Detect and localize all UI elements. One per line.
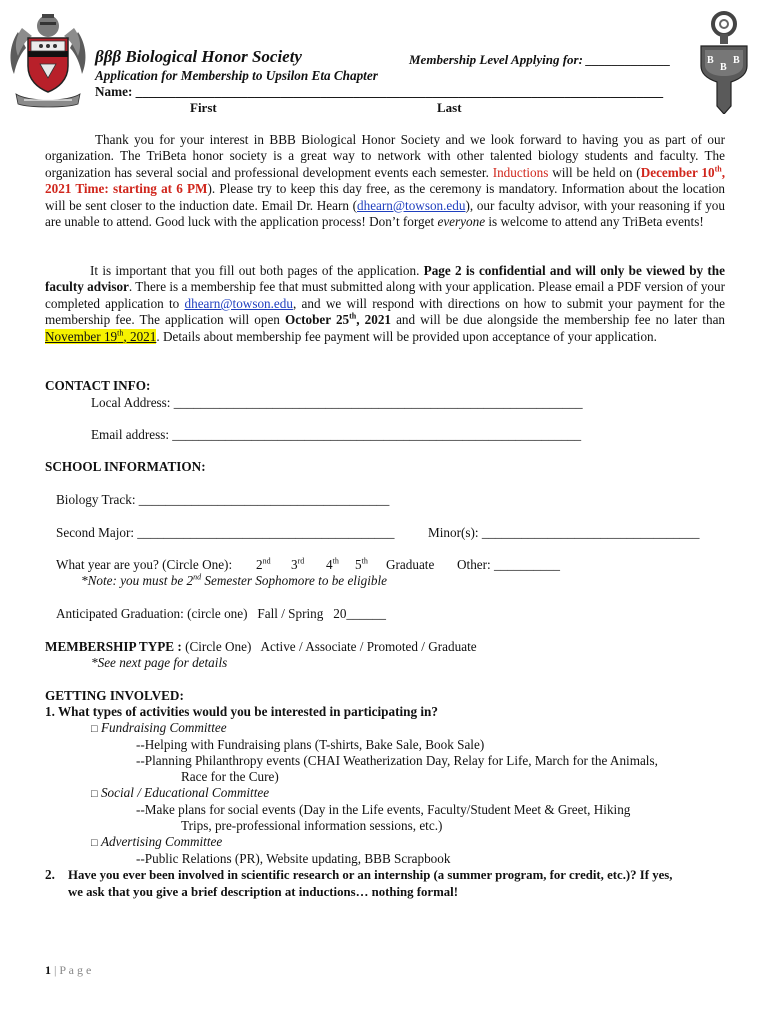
year-option-2nd[interactable]: 2nd — [256, 556, 271, 572]
committee-detail-line: --Make plans for social events (Day in the Life events, Faculty/Student Meet & Greet, Hiking — [136, 802, 631, 817]
intro-paragraph-1: Thank you for your interest in BBB Biological Honor Society and we look forward to having you as part of our organization. The TriBeta honor society is a great way to network with other talented biology students and faculty. The organization has several social and professional development events each semester. Inductions will be held on (December 10th, 2021 Time: starting at 6 PM). Please try to keep this day free, as the ceremony is mandatory. Information about the location will be sent closer to the induction date. Email Dr. Hearn (dhearn@towson.edu), our faculty advisor, with your reasoning if you are unable to attend. Good luck with the application process! Don’t forget everyone is welcome to attend any TriBeta events! — [45, 132, 726, 230]
year-option-graduate[interactable]: Graduate — [386, 557, 435, 572]
membership-level-field[interactable]: Membership Level Applying for: _____________ — [409, 52, 671, 67]
school-heading: SCHOOL INFORMATION: — [45, 459, 206, 474]
question-2-line-2: we ask that you give a brief description at inductions… nothing formal! — [68, 885, 458, 899]
anticipated-graduation-field[interactable]: Anticipated Graduation: (circle one) Fall / Spring 20______ — [56, 606, 386, 621]
membership-type-row[interactable]: MEMBERSHIP TYPE : (Circle One) Active / Associate / Promoted / Graduate — [45, 639, 477, 654]
year-option-4th[interactable]: 4th — [326, 556, 339, 572]
due-date-highlight: November 19th, 2021 — [45, 328, 157, 344]
eligibility-note: *Note: you must be 2nd Semester Sophomore to be eligible — [81, 572, 388, 588]
name-field[interactable]: Name: ________________________________________________________________________________ — [95, 84, 664, 99]
involved-heading: GETTING INVOLVED: — [45, 688, 184, 703]
first-name-label: First — [190, 100, 217, 115]
page-label: | P a g e — [54, 963, 92, 977]
email-address-field[interactable]: Email address: ______________________________________________________________ — [91, 427, 582, 442]
social-committee-option[interactable]: □ Social / Educational Committee — [91, 785, 270, 800]
key-letter-mid: B — [720, 62, 727, 73]
year-question: What year are you? (Circle One): — [56, 557, 233, 572]
key-letter-right: B — [733, 55, 740, 66]
question-2-number: 2. — [45, 867, 55, 882]
minors-field[interactable]: Minor(s): _________________________________ — [428, 525, 700, 540]
committee-detail-line: Race for the Cure) — [181, 769, 279, 784]
committee-detail-line: --Planning Philanthropy events (CHAI Weatherization Day, Relay for Life, March for the Animals, — [136, 753, 658, 768]
question-1: 1. What types of activities would you be interested in participating in? — [45, 704, 438, 719]
second-major-field[interactable]: Second Major: _______________________________________ — [56, 525, 395, 540]
submit-email-link[interactable]: dhearn@towson.edu — [184, 295, 293, 311]
intro-paragraph-2: It is important that you fill out both pages of the application. Page 2 is confidential and will only be viewed by the faculty advisor. There is a membership fee that must submitted along with your application. Please email a PDF version of your completed application to dhearn@towson.edu, and we will respond with directions on how to submit your payment for the membership fee. The application will open October 25th, 2021 and will be due alongside the membership fee no later than November 19th, 2021. Details about membership fee payment will be provided upon acceptance of your application. — [45, 263, 726, 344]
society-title: βββ Biological Honor Society — [95, 47, 302, 66]
local-address-field[interactable]: Local Address: ______________________________________________________________ — [91, 395, 583, 410]
question-2-line-1: Have you ever been involved in scientific research or an internship (a summer program, for credit, etc.)? If yes, — [68, 868, 673, 882]
checkbox-icon[interactable]: □ — [91, 723, 98, 735]
crest-logo — [8, 10, 88, 108]
page-footer — [45, 963, 91, 978]
last-name-label: Last — [437, 100, 462, 115]
committee-detail-line: --Helping with Fundraising plans (T-shirts, Bake Sale, Book Sale) — [136, 737, 485, 752]
checkbox-icon[interactable]: □ — [91, 788, 98, 800]
biology-track-field[interactable]: Biology Track: ______________________________________ — [56, 492, 390, 507]
fundraising-committee-option[interactable]: □ Fundraising Committee — [91, 720, 227, 735]
committee-detail-line: --Public Relations (PR), Website updating, BBB Scrapbook — [136, 851, 451, 866]
contact-heading: CONTACT INFO: — [45, 378, 151, 393]
advertising-committee-option[interactable]: □ Advertising Committee — [91, 834, 223, 849]
year-other-field[interactable]: Other: __________ — [457, 557, 560, 572]
page-number: 1 — [45, 963, 51, 977]
checkbox-icon[interactable]: □ — [91, 837, 98, 849]
year-option-5th[interactable]: 5th — [355, 556, 368, 572]
application-subtitle: Application for Membership to Upsilon Eta Chapter — [95, 68, 378, 83]
advisor-email-link[interactable]: dhearn@towson.edu — [357, 197, 466, 213]
key-letter-left: B — [707, 55, 714, 66]
committee-detail-line: Trips, pre-professional information sessions, etc.) — [181, 818, 443, 833]
membership-note: *See next page for details — [91, 655, 228, 670]
year-option-3rd[interactable]: 3rd — [291, 556, 305, 572]
